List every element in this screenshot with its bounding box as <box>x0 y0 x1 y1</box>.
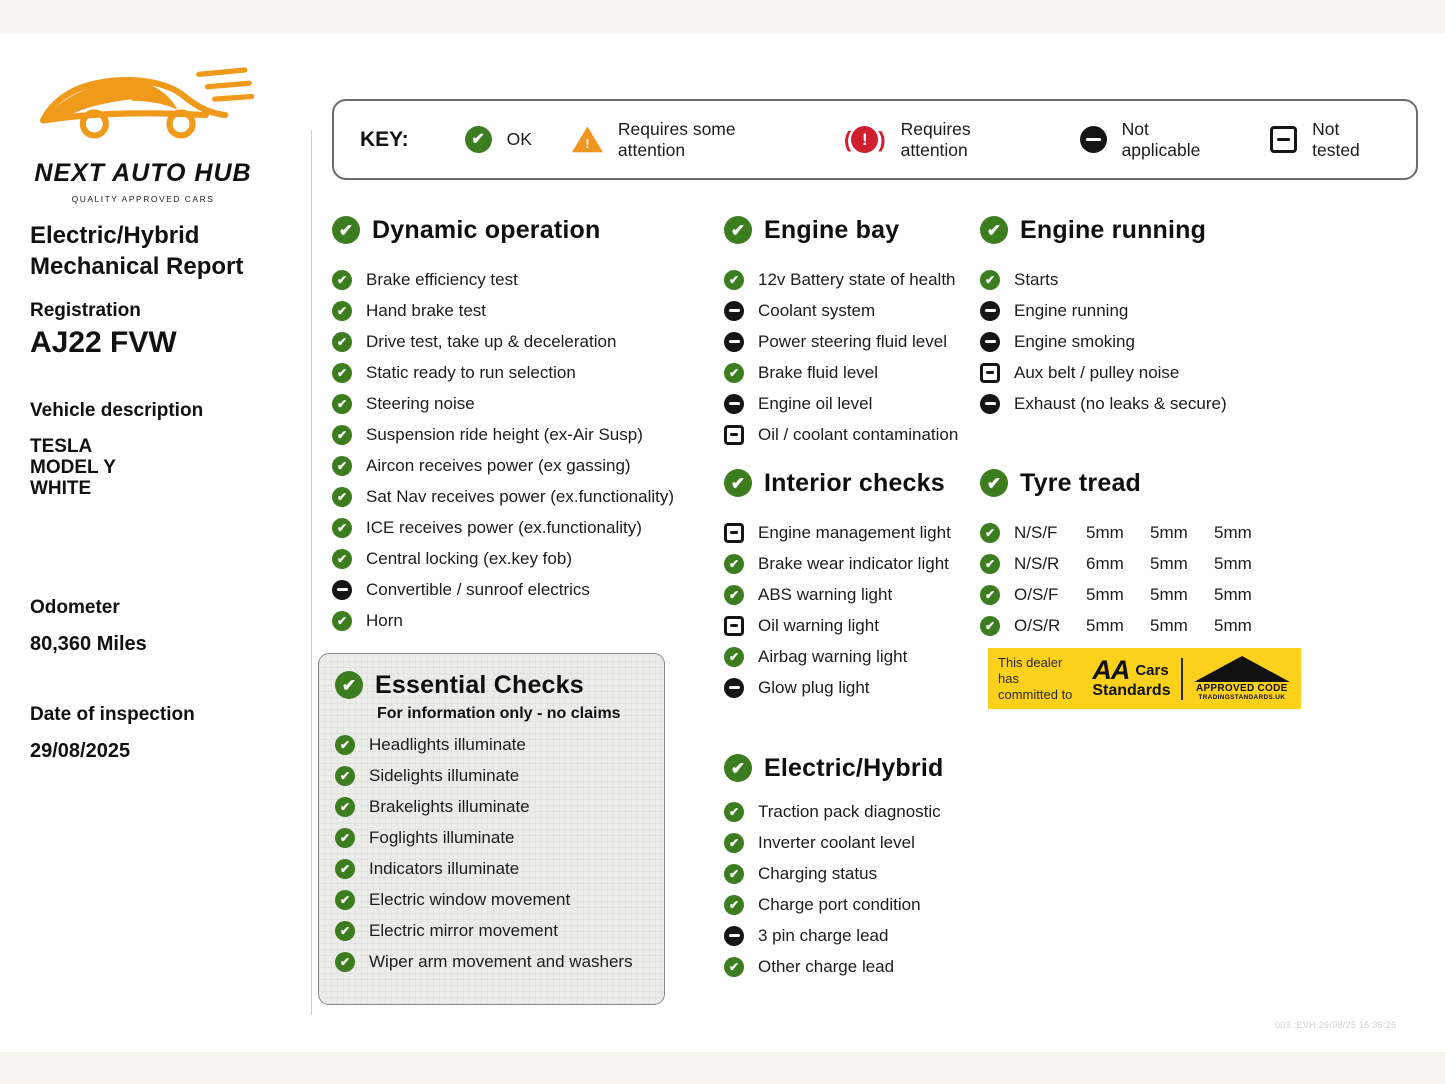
key-item-label: Requires some attention <box>617 118 736 160</box>
check-item-label: Steering noise <box>366 393 475 413</box>
aa-cars-standards-logo <box>1092 655 1171 699</box>
check-item-label: Brakelights illuminate <box>369 796 530 816</box>
check-item <box>724 419 984 450</box>
check-item-label: Headlights illuminate <box>369 734 526 754</box>
vehicle-summary <box>30 220 302 763</box>
section-tyre-tread <box>980 463 1310 641</box>
check-item-label: Engine running <box>1014 300 1129 320</box>
ok-check-icon <box>332 549 352 569</box>
approved-code-triangle-icon <box>1194 656 1290 682</box>
ok-check-icon <box>724 802 744 822</box>
check-item-label: Hand brake test <box>366 300 487 320</box>
not-applicable-icon <box>980 332 1000 352</box>
check-item <box>332 605 692 636</box>
section-header <box>724 748 984 788</box>
section-subtitle: For information only - no claims <box>377 705 621 722</box>
section-header <box>724 210 984 250</box>
tyre-measurement: 5mm <box>1150 522 1188 542</box>
paren-close: ) <box>878 126 886 152</box>
not-applicable-icon <box>980 394 1000 414</box>
odometer-value: 80,360 Miles <box>30 633 147 655</box>
section-essential-checks <box>318 653 665 1005</box>
dealer-logo <box>28 62 258 204</box>
section-title: Interior checks <box>764 468 945 497</box>
check-item-label: Brake efficiency test <box>366 269 518 289</box>
not-tested-icon <box>724 425 744 445</box>
key-item <box>572 119 804 161</box>
check-item <box>332 419 692 450</box>
vehicle-description-label: Vehicle description <box>30 400 204 421</box>
section-title: Engine bay <box>764 215 900 244</box>
check-item <box>980 610 1310 641</box>
check-item <box>724 641 984 672</box>
check-item-label: O/S/F <box>1014 584 1059 604</box>
dealer-tagline: QUALITY APPROVED CARS <box>71 194 215 204</box>
key-item <box>1080 119 1231 161</box>
column-divider <box>311 130 312 1015</box>
aa-standards-badge <box>988 648 1301 709</box>
dealer-name: NEXT AUTO HUB <box>34 159 252 187</box>
trading-standards-text: TRADINGSTANDARDS.UK <box>1198 694 1286 701</box>
approved-code-logo <box>1193 656 1291 701</box>
check-item-label: Central locking (ex.key fob) <box>366 548 572 568</box>
check-item-label: Convertible / sunroof electrics <box>366 579 590 599</box>
check-item <box>980 357 1310 388</box>
check-item-label: O/S/R <box>1014 615 1061 635</box>
ok-check-icon <box>724 270 744 290</box>
check-item-label: Airbag warning light <box>758 646 908 666</box>
ok-check-icon <box>980 554 1000 574</box>
ok-check-icon <box>465 126 492 153</box>
check-item-label: Electric window movement <box>369 889 571 909</box>
section-interior-checks <box>724 463 984 703</box>
key-item <box>1270 119 1390 161</box>
badge-commitment-text <box>998 655 1082 703</box>
vehicle-description-value <box>30 436 302 499</box>
ok-check-icon <box>980 523 1000 543</box>
ok-check-icon <box>724 216 752 244</box>
badge-commitment-line2: committed to <box>998 686 1073 702</box>
tyre-measurement: 5mm <box>1150 615 1188 635</box>
check-item <box>332 388 692 419</box>
aa-logo-text: AA <box>1092 655 1130 685</box>
check-item-label: Brake wear indicator light <box>758 553 949 573</box>
check-item <box>335 884 652 915</box>
tyre-measurement: 5mm <box>1214 522 1252 542</box>
section-title: Engine running <box>1020 215 1207 244</box>
key-item-label: Not applicable <box>1121 118 1201 160</box>
check-item-label: Sidelights illuminate <box>369 765 520 785</box>
check-item-label: 3 pin charge lead <box>758 925 889 945</box>
vehicle-make: TESLA <box>30 436 93 457</box>
check-item <box>724 388 984 419</box>
check-item <box>980 264 1310 295</box>
check-item <box>724 796 984 827</box>
check-item-label: Charge port condition <box>758 894 921 914</box>
ok-check-icon <box>724 895 744 915</box>
ok-check-icon <box>724 754 752 782</box>
key-item-label: OK <box>506 129 532 149</box>
ok-check-icon <box>332 332 352 352</box>
warning-triangle-icon <box>572 126 603 153</box>
ok-check-icon <box>724 554 744 574</box>
check-item-label: Other charge lead <box>758 956 895 976</box>
check-item-label: Charging status <box>758 863 878 883</box>
check-item <box>332 543 692 574</box>
registration-label: Registration <box>30 300 141 321</box>
report-title-line1: Electric/Hybrid <box>30 222 200 249</box>
check-item-label: ICE receives power (ex.functionality) <box>366 517 642 537</box>
not-applicable-icon <box>1080 126 1107 153</box>
check-item <box>980 388 1310 419</box>
check-item-label: Sat Nav receives power (ex.functionality) <box>366 486 675 506</box>
check-item <box>335 946 652 977</box>
alert-parens-group <box>844 126 886 153</box>
ok-check-icon <box>332 456 352 476</box>
ok-check-icon <box>332 487 352 507</box>
section-title: Essential Checks <box>375 670 584 699</box>
not-applicable-icon <box>724 332 744 352</box>
check-item <box>332 481 692 512</box>
check-item-label: Drive test, take up & deceleration <box>366 331 617 351</box>
check-item-label: Inverter coolant level <box>758 832 915 852</box>
check-item <box>335 729 652 760</box>
not-tested-icon <box>980 363 1000 383</box>
section-header <box>332 210 692 250</box>
section-engine-running <box>980 210 1310 419</box>
check-item-label: Oil warning light <box>758 615 879 635</box>
check-item <box>724 610 984 641</box>
check-item <box>724 920 984 951</box>
check-item-label: ABS warning light <box>758 584 893 604</box>
ok-check-icon <box>724 833 744 853</box>
section-header <box>980 463 1310 503</box>
key-item <box>465 126 532 153</box>
status-key-legend <box>332 99 1418 180</box>
key-label: KEY: <box>360 127 409 151</box>
check-item-label: Coolant system <box>758 300 876 320</box>
not-applicable-icon <box>724 394 744 414</box>
ok-check-icon <box>335 797 355 817</box>
ok-check-icon <box>980 270 1000 290</box>
key-items <box>465 119 1390 161</box>
check-item-label: Suspension ride height (ex-Air Susp) <box>366 424 643 444</box>
aa-cars-text: Cars <box>1135 661 1169 679</box>
registration-value: AJ22 FVW <box>30 326 177 359</box>
ok-check-icon <box>724 957 744 977</box>
key-item <box>844 119 1040 161</box>
ok-check-icon <box>335 890 355 910</box>
section-electric-hybrid <box>724 748 984 982</box>
check-item <box>335 853 652 884</box>
ok-check-icon <box>332 363 352 383</box>
not-tested-icon <box>1270 126 1297 153</box>
tyre-measurement: 5mm <box>1086 522 1124 542</box>
check-item <box>332 326 692 357</box>
section-dynamic-operation <box>332 210 692 636</box>
not-tested-icon <box>724 616 744 636</box>
aa-standards-text: Standards <box>1092 682 1171 699</box>
car-logo-icon <box>32 62 254 154</box>
check-item <box>724 295 984 326</box>
not-applicable-icon <box>724 301 744 321</box>
ok-check-icon <box>724 363 744 383</box>
tyre-measurement: 5mm <box>1214 584 1252 604</box>
ok-check-icon <box>332 301 352 321</box>
not-applicable-icon <box>980 301 1000 321</box>
check-item-label: Indicators illuminate <box>369 858 520 878</box>
check-item-label: Brake fluid level <box>758 362 879 382</box>
check-item <box>980 579 1310 610</box>
vehicle-model: MODEL Y <box>30 457 116 478</box>
check-item <box>980 548 1310 579</box>
vehicle-colour: WHITE <box>30 478 92 499</box>
not-applicable-icon <box>724 926 744 946</box>
check-item <box>724 326 984 357</box>
section-title: Tyre tread <box>1020 468 1142 497</box>
not-tested-icon <box>724 523 744 543</box>
check-item <box>724 951 984 982</box>
check-item <box>335 760 652 791</box>
ok-check-icon <box>335 735 355 755</box>
section-title: Electric/Hybrid <box>764 753 944 782</box>
key-item-label: Requires attention <box>900 118 971 160</box>
check-item-label: Static ready to run selection <box>366 362 576 382</box>
check-item <box>335 791 652 822</box>
ok-check-icon <box>335 859 355 879</box>
check-item <box>332 295 692 326</box>
ok-check-icon <box>332 394 352 414</box>
check-item <box>980 326 1310 357</box>
tyre-measurement: 5mm <box>1150 553 1188 573</box>
ok-check-icon <box>724 647 744 667</box>
badge-commitment-line1: This dealer has <box>998 654 1063 686</box>
section-header <box>335 667 652 703</box>
check-item-label: Aircon receives power (ex gassing) <box>366 455 631 475</box>
check-item <box>332 264 692 295</box>
check-item-label: Horn <box>366 610 403 630</box>
check-item <box>724 548 984 579</box>
check-item-label: Aux belt / pulley noise <box>1014 362 1180 382</box>
ok-check-icon <box>335 952 355 972</box>
report-title-line2: Mechanical Report <box>30 253 244 280</box>
ok-check-icon <box>332 216 360 244</box>
check-item <box>980 517 1310 548</box>
paren-open: ( <box>843 126 852 152</box>
section-engine-bay <box>724 210 984 450</box>
ok-check-icon <box>980 585 1000 605</box>
check-item <box>332 450 692 481</box>
tyre-measurement: 5mm <box>1086 584 1124 604</box>
inspection-date-value: 29/08/2025 <box>30 740 131 762</box>
check-item-label: Electric mirror movement <box>369 920 558 940</box>
ok-check-icon <box>332 518 352 538</box>
ok-check-icon <box>980 216 1008 244</box>
check-item <box>724 827 984 858</box>
check-item <box>724 264 984 295</box>
check-item <box>724 858 984 889</box>
top-margin-bar <box>0 0 1445 33</box>
ok-check-icon <box>724 585 744 605</box>
check-item-label: Exhaust (no leaks & secure) <box>1014 393 1227 413</box>
check-item <box>724 889 984 920</box>
check-item <box>724 579 984 610</box>
check-item-label: N/S/R <box>1014 553 1060 573</box>
section-title: Dynamic operation <box>372 215 601 244</box>
bottom-margin-bar <box>0 1052 1445 1084</box>
tyre-measurement: 5mm <box>1214 615 1252 635</box>
check-item <box>980 295 1310 326</box>
check-item <box>335 822 652 853</box>
check-item-label: N/S/F <box>1014 522 1058 542</box>
ok-check-icon <box>980 616 1000 636</box>
tyre-measurement: 5mm <box>1150 584 1188 604</box>
section-header <box>980 210 1310 250</box>
ok-check-icon <box>332 270 352 290</box>
check-item-label: 12v Battery state of health <box>758 269 956 289</box>
not-applicable-icon <box>724 678 744 698</box>
check-item-label: Power steering fluid level <box>758 331 947 351</box>
ok-check-icon <box>724 469 752 497</box>
ok-check-icon <box>335 671 363 699</box>
check-item <box>332 357 692 388</box>
check-item-label: Traction pack diagnostic <box>758 801 941 821</box>
tyre-measurement: 6mm <box>1086 553 1124 573</box>
ok-check-icon <box>332 425 352 445</box>
check-item-label: Glow plug light <box>758 677 870 697</box>
check-item-label: Foglights illuminate <box>369 827 515 847</box>
check-item <box>724 357 984 388</box>
approved-code-text: APPROVED CODE <box>1195 683 1288 694</box>
alert-circle-icon <box>851 126 878 153</box>
check-item-label: Engine smoking <box>1014 331 1135 351</box>
check-item-label: Wiper arm movement and washers <box>369 951 633 971</box>
ok-check-icon <box>335 921 355 941</box>
ok-check-icon <box>335 828 355 848</box>
check-item-label: Engine management light <box>758 522 951 542</box>
odometer-label: Odometer <box>30 597 120 618</box>
check-item <box>332 512 692 543</box>
check-item <box>724 517 984 548</box>
check-item-label: Engine oil level <box>758 393 873 413</box>
check-item <box>724 672 984 703</box>
check-item-label: Starts <box>1014 269 1059 289</box>
check-item <box>335 915 652 946</box>
report-title <box>30 220 302 282</box>
report-reference-code: 003 :EVH 29/08/25 15:36:26 <box>1275 1020 1397 1030</box>
badge-divider <box>1181 658 1183 700</box>
check-item <box>332 574 692 605</box>
tyre-measurement: 5mm <box>1086 615 1124 635</box>
tyre-measurement: 5mm <box>1214 553 1252 573</box>
ok-check-icon <box>335 766 355 786</box>
ok-check-icon <box>332 611 352 631</box>
key-item-label: Not tested <box>1312 118 1360 160</box>
check-item-label: Oil / coolant contamination <box>758 424 959 444</box>
ok-check-icon <box>980 469 1008 497</box>
section-header <box>724 463 984 503</box>
ok-check-icon <box>724 864 744 884</box>
inspection-date-label: Date of inspection <box>30 704 195 725</box>
not-applicable-icon <box>332 580 352 600</box>
